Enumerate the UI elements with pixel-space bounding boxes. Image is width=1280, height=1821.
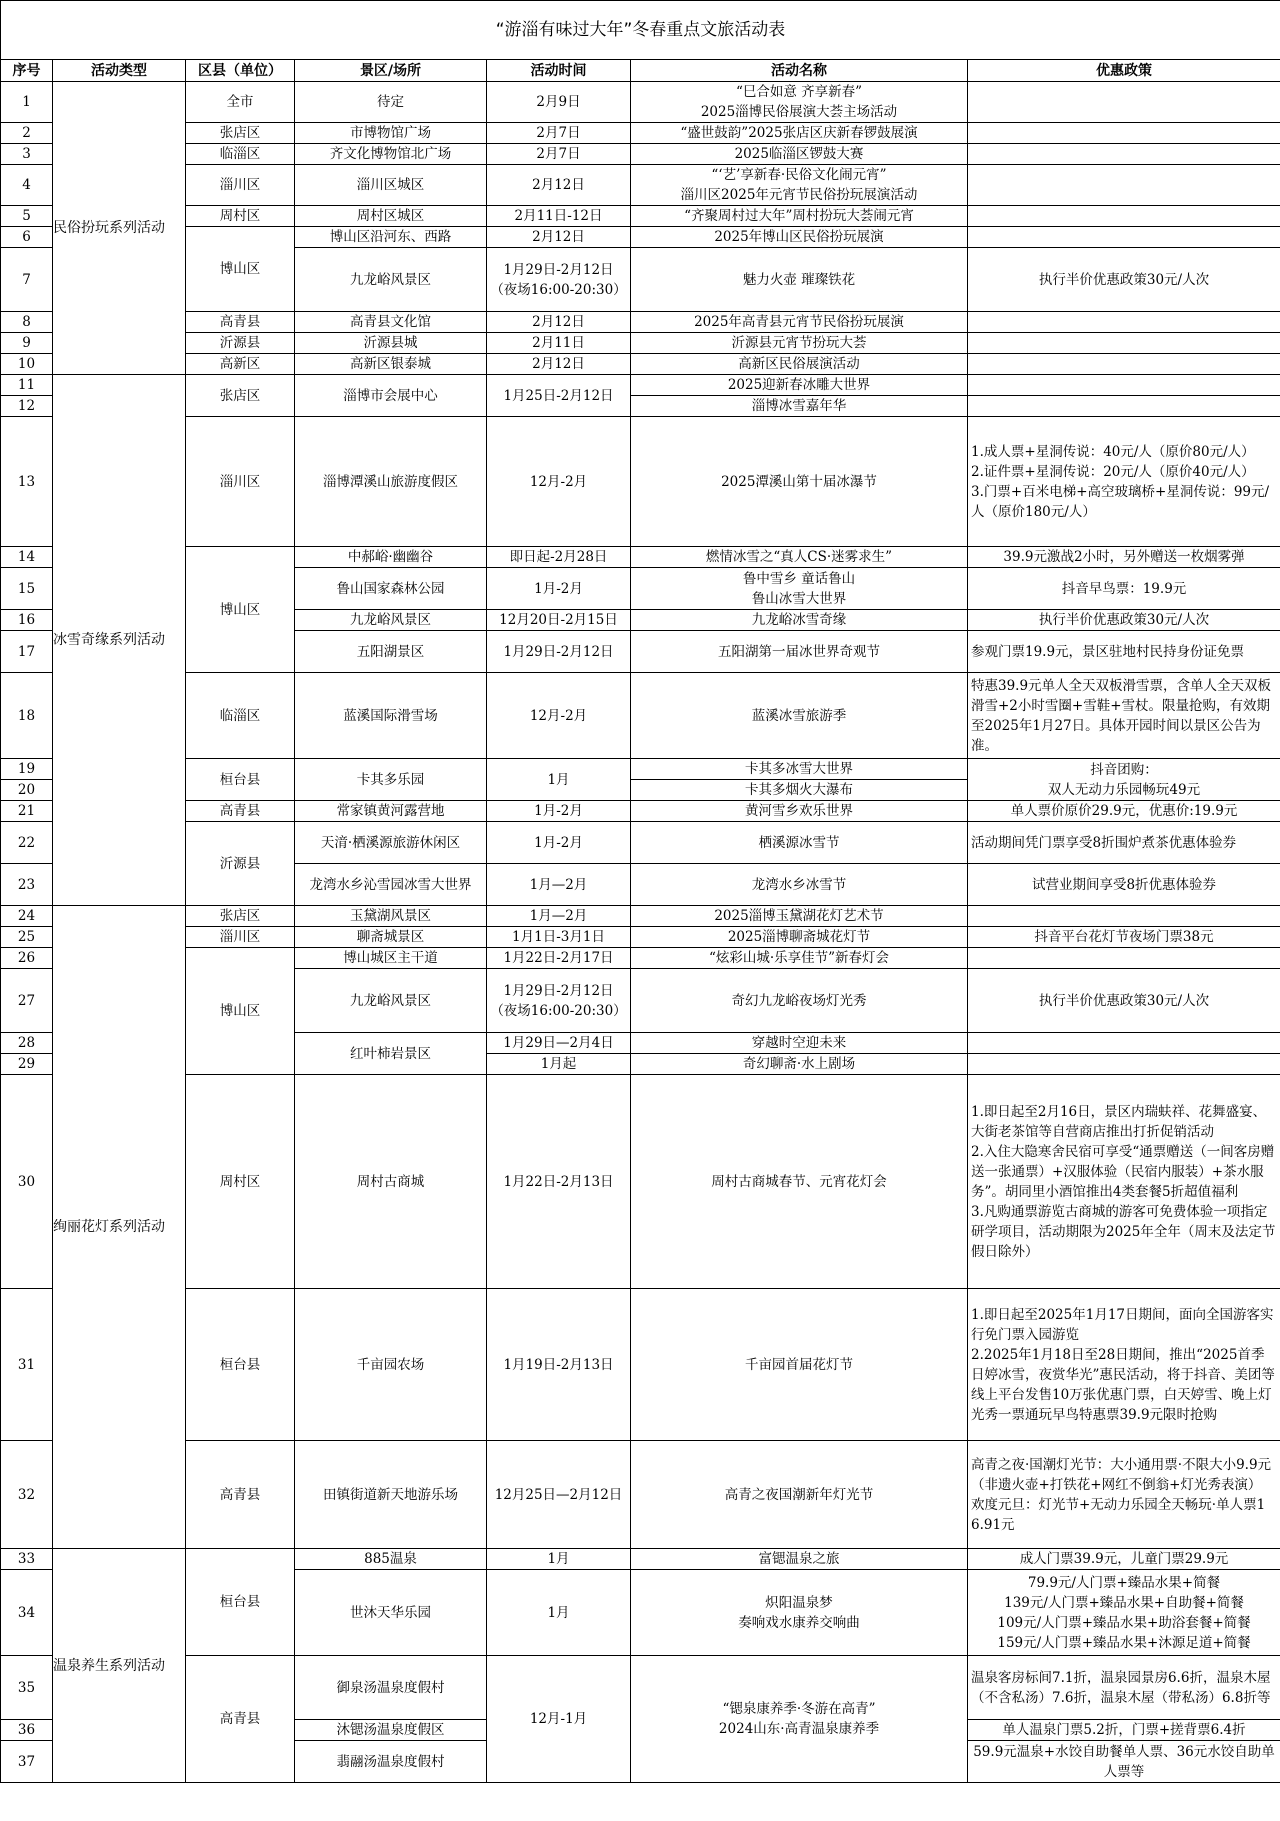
time-cell: 1月-2月 — [487, 568, 631, 610]
venue-cell: 九龙峪风景区 — [295, 248, 487, 312]
activity-name-line: 2025淄博民俗展演大荟主场活动 — [700, 104, 898, 120]
table-row — [1, 927, 1280, 948]
activity-name-cell: 五阳湖第一届冰世界奇观节 — [631, 631, 968, 673]
policy-cell — [968, 1033, 1280, 1054]
row-index: 19 — [1, 759, 53, 780]
table-row — [1, 354, 1280, 375]
district-cell: 沂源县 — [186, 822, 295, 906]
policy-cell — [968, 333, 1280, 354]
venue-cell: 周村古商城 — [295, 1075, 487, 1289]
district-cell: 全市 — [186, 82, 295, 123]
time-cell: 1月 — [487, 1549, 631, 1570]
district-cell: 桓台县 — [186, 1289, 295, 1441]
venue-cell: 淄博市会展中心 — [295, 375, 487, 417]
venue-cell: 龙湾水乡沁雪园冰雪大世界 — [295, 864, 487, 906]
time-cell: 12月20日-2月15日 — [487, 610, 631, 631]
policy-cell: 单人温泉门票5.2折，门票+搓背票6.4折 — [968, 1720, 1280, 1741]
policy-cell: 执行半价优惠政策30元/人次 — [968, 248, 1280, 312]
district-cell: 桓台县 — [186, 1549, 295, 1656]
time-cell: 12月-2月 — [487, 417, 631, 547]
policy-cell — [968, 123, 1280, 144]
time-cell: 1月19日-2月13日 — [487, 1289, 631, 1441]
table-row — [1, 1441, 1280, 1549]
activity-name-cell: 栖溪源冰雪节 — [631, 822, 968, 864]
venue-cell: 高新区银泰城 — [295, 354, 487, 375]
row-index: 20 — [1, 780, 53, 801]
policy-cell: 高青之夜·国潮灯光节：大小通用票·不限大小9.9元（非遗火壶+打铁花+网红不倒翁+灯光秀表演） 欢度元旦：灯光节+无动力乐园全天畅玩·单人票16.91元 — [968, 1441, 1280, 1549]
time-cell: 1月 — [487, 759, 631, 801]
activity-name-cell: 2025淄博玉黛湖花灯艺术节 — [631, 906, 968, 927]
activity-name-line: 鲁中雪乡 童话鲁山 — [742, 570, 856, 587]
table-row — [1, 1549, 1280, 1570]
venue-cell: 885温泉 — [295, 1549, 487, 1570]
time-cell: 1月25日-2月12日 — [487, 375, 631, 417]
header-row — [1, 60, 1280, 82]
policy-cell: 1.成人票+星洞传说：40元/人（原价80元/人） 2.证件票+星洞传说：20元/人（原价40元/人） 3.门票+百米电梯+高空玻璃桥+星洞传说：99元/人（原价180元/人） — [968, 417, 1280, 547]
district-cell: 淄川区 — [186, 165, 295, 206]
venue-cell: 沐锶汤温泉度假区 — [295, 1720, 487, 1741]
table-row — [1, 375, 1280, 396]
venue-cell: 周村区城区 — [295, 206, 487, 227]
policy-cell — [968, 375, 1280, 396]
district-cell: 张店区 — [186, 375, 295, 417]
venue-cell: 常家镇黄河露营地 — [295, 801, 487, 822]
row-index: 22 — [1, 822, 53, 864]
sheet-title: “游淄有味过大年”冬春重点文旅活动表 — [1, 1, 1280, 60]
policy-cell — [968, 1054, 1280, 1075]
district-cell: 高青县 — [186, 312, 295, 333]
policy-cell — [968, 312, 1280, 333]
row-index: 35 — [1, 1656, 53, 1720]
row-index: 27 — [1, 969, 53, 1033]
time-cell: 2月12日 — [487, 165, 631, 206]
activity-name-cell: 2025临淄区锣鼓大赛 — [631, 144, 968, 165]
row-index: 1 — [1, 82, 53, 123]
row-index: 34 — [1, 1570, 53, 1656]
venue-cell: 御泉汤温泉度假村 — [295, 1656, 487, 1720]
policy-cell: 试营业期间享受8折优惠体验券 — [968, 864, 1280, 906]
venue-cell: 世沐天华乐园 — [295, 1570, 487, 1656]
header-venue: 景区/场所 — [295, 60, 487, 82]
row-index: 9 — [1, 333, 53, 354]
time-cell: 1月29日-2月12日（夜场16:00-20:30） — [487, 248, 631, 312]
table-row — [1, 206, 1280, 227]
policy-cell: 执行半价优惠政策30元/人次 — [968, 610, 1280, 631]
venue-cell: 沂源县城 — [295, 333, 487, 354]
district-cell: 张店区 — [186, 906, 295, 927]
row-index: 18 — [1, 673, 53, 759]
activity-name-cell: 蓝溪冰雪旅游季 — [631, 673, 968, 759]
district-cell: 淄川区 — [186, 927, 295, 948]
table-row — [1, 165, 1280, 206]
row-index: 3 — [1, 144, 53, 165]
activity-name-line: “巳合如意 齐享新春” — [735, 84, 863, 100]
row-index: 29 — [1, 1054, 53, 1075]
row-index: 11 — [1, 375, 53, 396]
table-row — [1, 333, 1280, 354]
district-cell: 高青县 — [186, 1656, 295, 1783]
time-cell: 1月—2月 — [487, 864, 631, 906]
policy-cell — [968, 206, 1280, 227]
policy-cell — [968, 906, 1280, 927]
policy-cell — [968, 227, 1280, 248]
venue-cell: 卡其多乐园 — [295, 759, 487, 801]
row-index: 17 — [1, 631, 53, 673]
time-cell: 12月25日—2月12日 — [487, 1441, 631, 1549]
table-row — [1, 312, 1280, 333]
district-cell: 淄川区 — [186, 417, 295, 547]
venue-cell: 待定 — [295, 82, 487, 123]
activity-name-cell: 周村古商城春节、元宵花灯会 — [631, 1075, 968, 1289]
table-row — [1, 801, 1280, 822]
table-row — [1, 948, 1280, 969]
policy-cell: 抖音早鸟票：19.9元 — [968, 568, 1280, 610]
venue-cell: 鲁山国家森林公园 — [295, 568, 487, 610]
time-cell: 1月29日-2月12日 — [487, 631, 631, 673]
activity-name-cell: 九龙峪冰雪奇缘 — [631, 610, 968, 631]
time-cell: 1月 — [487, 1570, 631, 1656]
policy-cell: 59.9元温泉+水饺自助餐单人票、36元水饺自助单人票等 — [968, 1741, 1280, 1783]
activity-name-line: 淄川区2025年元宵节民俗扮玩展演活动 — [680, 187, 918, 203]
venue-cell: 淄博潭溪山旅游度假区 — [295, 417, 487, 547]
time-cell: 1月1日-3月1日 — [487, 927, 631, 948]
row-index: 10 — [1, 354, 53, 375]
policy-cell: 79.9元/人门票+臻品水果+简餐 139元/人门票+臻品水果+自助餐+简餐 109元/人门票+臻品水果+助浴套餐+简餐 159元/人门票+臻品水果+沐源足道+简餐 — [968, 1570, 1280, 1656]
header-time: 活动时间 — [487, 60, 631, 82]
activity-name-cell: 龙湾水乡冰雪节 — [631, 864, 968, 906]
row-index: 12 — [1, 396, 53, 417]
activity-name-line: 奏响戏水康养交响曲 — [738, 1614, 860, 1631]
header-policy: 优惠政策 — [968, 60, 1280, 82]
venue-cell: 九龙峪风景区 — [295, 969, 487, 1033]
row-index: 28 — [1, 1033, 53, 1054]
time-cell: 2月9日 — [487, 82, 631, 123]
policy-cell — [968, 82, 1280, 123]
policy-cell: 抖音团购： 双人无动力乐园畅玩49元 — [968, 759, 1280, 801]
policy-cell: 温泉客房标间7.1折，温泉园景房6.6折，温泉木屋（不含私汤）7.6折，温泉木屋（带私汤）6.8折等 — [968, 1656, 1280, 1720]
district-cell: 张店区 — [186, 123, 295, 144]
venue-cell: 蓝溪国际滑雪场 — [295, 673, 487, 759]
activity-name-cell — [631, 82, 968, 123]
table-row — [1, 759, 1280, 780]
district-cell: 高新区 — [186, 354, 295, 375]
header-index: 序号 — [1, 60, 53, 82]
row-index: 16 — [1, 610, 53, 631]
venue-cell: 高青县文化馆 — [295, 312, 487, 333]
venue-cell: 田镇街道新天地游乐场 — [295, 1441, 487, 1549]
activity-name-cell: 卡其多烟火大瀑布 — [631, 780, 968, 801]
row-index: 13 — [1, 417, 53, 547]
policy-cell: 39.9元激战2小时，另外赠送一枚烟雾弹 — [968, 547, 1280, 568]
header-district: 区县（单位） — [186, 60, 295, 82]
activity-name-cell: 黄河雪乡欢乐世界 — [631, 801, 968, 822]
time-cell: 1月22日-2月13日 — [487, 1075, 631, 1289]
activity-name-cell: “齐聚周村过大年”周村扮玩大荟闹元宵 — [631, 206, 968, 227]
district-cell: 沂源县 — [186, 333, 295, 354]
policy-cell: 成人门票39.9元，儿童门票29.9元 — [968, 1549, 1280, 1570]
activity-name-cell: 卡其多冰雪大世界 — [631, 759, 968, 780]
district-cell: 博山区 — [186, 948, 295, 1075]
policy-cell — [968, 165, 1280, 206]
district-cell: 博山区 — [186, 547, 295, 673]
activity-name-cell: “炫彩山城·乐享佳节”新春灯会 — [631, 948, 968, 969]
policy-cell: 1.即日起至2025年1月17日期间，面向全国游客实行免门票入园游览 2.2025年1月18日至28日期间，推出“2025首季日婷冰雪，夜赏华光”惠民活动，将于抖音、美团等线上平台发售10万张优惠门票，白天婷雪、晚上灯光秀一票通玩早鸟特惠票39.9元限时抢购 — [968, 1289, 1280, 1441]
table-row — [1, 906, 1280, 927]
policy-cell: 单人票价原价29.9元，优惠价:19.9元 — [968, 801, 1280, 822]
table-row — [1, 82, 1280, 123]
district-cell: 博山区 — [186, 227, 295, 312]
activity-name-cell: 2025年博山区民俗扮玩展演 — [631, 227, 968, 248]
policy-cell: 抖音平台花灯节夜场门票38元 — [968, 927, 1280, 948]
activity-name-cell: 2025迎新春冰雕大世界 — [631, 375, 968, 396]
table-row — [1, 822, 1280, 864]
venue-cell: 齐文化博物馆北广场 — [295, 144, 487, 165]
venue-cell: 天湇·栖溪源旅游休闲区 — [295, 822, 487, 864]
table-row — [1, 123, 1280, 144]
time-cell: 1月-2月 — [487, 801, 631, 822]
row-index: 5 — [1, 206, 53, 227]
venue-cell: 聊斋城景区 — [295, 927, 487, 948]
row-index: 15 — [1, 568, 53, 610]
row-index: 37 — [1, 1741, 53, 1783]
row-index: 4 — [1, 165, 53, 206]
row-index: 6 — [1, 227, 53, 248]
time-cell: 1月-2月 — [487, 822, 631, 864]
venue-cell: 玉黛湖风景区 — [295, 906, 487, 927]
activity-name-cell: 2025年高青县元宵节民俗扮玩展演 — [631, 312, 968, 333]
time-cell: 1月22日-2月17日 — [487, 948, 631, 969]
venue-cell: 千亩园农场 — [295, 1289, 487, 1441]
category-cell: 民俗扮玩系列活动 — [53, 82, 186, 375]
time-cell: 1月—2月 — [487, 906, 631, 927]
table-row — [1, 1289, 1280, 1441]
district-cell: 高青县 — [186, 1441, 295, 1549]
activity-name-cell — [631, 165, 968, 206]
venue-cell: 中郝峪·幽幽谷 — [295, 547, 487, 568]
time-cell: 2月7日 — [487, 144, 631, 165]
table-row — [1, 227, 1280, 248]
row-index: 14 — [1, 547, 53, 568]
row-index: 31 — [1, 1289, 53, 1441]
activity-name-cell: 奇幻九龙峪夜场灯光秀 — [631, 969, 968, 1033]
time-cell: 1月29日—2月4日 — [487, 1033, 631, 1054]
policy-cell — [968, 948, 1280, 969]
table-row — [1, 1656, 1280, 1720]
activity-name-line: “锶泉康养季·冬游在高青” — [722, 1701, 876, 1717]
activity-name-line: 2024山东·高青温泉康养季 — [718, 1721, 880, 1737]
activity-name-cell — [631, 1656, 968, 1783]
time-cell: 12月-2月 — [487, 673, 631, 759]
policy-cell: 1.即日起至2月16日，景区内瑞蚨祥、花舞盛宴、大街老茶馆等自营商店推出打折促销活动 2.入住大隐寒舍民宿可享受“通票赠送（一间客房赠送一张通票）+汉服体验（民宿内服装）+茶水服务”。胡同里小酒馆推出4类套餐5折超值福利 3.凡购通票游览古商城的游客可免费体验一项指定研学项目，活动期限为2025年全年（周末及法定节假日除外） — [968, 1075, 1280, 1289]
venue-cell: 五阳湖景区 — [295, 631, 487, 673]
time-cell: 2月12日 — [487, 312, 631, 333]
district-cell: 周村区 — [186, 206, 295, 227]
district-cell: 桓台县 — [186, 759, 295, 801]
activity-name-cell — [631, 1570, 968, 1656]
table-row — [1, 673, 1280, 759]
district-cell: 高青县 — [186, 801, 295, 822]
venue-cell: 翡翮汤温泉度假村 — [295, 1741, 487, 1783]
table-row — [1, 547, 1280, 568]
time-cell: 2月12日 — [487, 227, 631, 248]
activity-name-cell: 高新区民俗展演活动 — [631, 354, 968, 375]
activity-name-cell: 2025淄博聊斋城花灯节 — [631, 927, 968, 948]
activity-name-cell: 燃情冰雪之“真人CS·迷雾求生” — [631, 547, 968, 568]
activity-name-cell: 淄博冰雪嘉年华 — [631, 396, 968, 417]
time-cell: 2月7日 — [487, 123, 631, 144]
table-row — [1, 144, 1280, 165]
activity-name-cell: 富锶温泉之旅 — [631, 1549, 968, 1570]
activity-name-cell: 魅力火壶 璀璨铁花 — [631, 248, 968, 312]
row-index: 25 — [1, 927, 53, 948]
district-cell: 临淄区 — [186, 673, 295, 759]
policy-cell — [968, 144, 1280, 165]
category-cell: 温泉养生系列活动 — [53, 1549, 186, 1783]
time-cell: 即日起-2月28日 — [487, 547, 631, 568]
activity-name-cell — [631, 568, 968, 610]
activity-name-line: “‘艺’享新春·民俗文化闹元宵” — [711, 167, 887, 183]
district-cell: 周村区 — [186, 1075, 295, 1289]
activity-name-line: 炽阳温泉梦 — [765, 1594, 833, 1611]
row-index: 21 — [1, 801, 53, 822]
activity-name-cell: 2025潭溪山第十届冰瀑节 — [631, 417, 968, 547]
time-cell: 2月12日 — [487, 354, 631, 375]
policy-cell: 活动期间凭门票享受8折围炉煮茶优惠体验券 — [968, 822, 1280, 864]
venue-cell: 博山城区主干道 — [295, 948, 487, 969]
district-cell: 临淄区 — [186, 144, 295, 165]
row-index: 26 — [1, 948, 53, 969]
table-row — [1, 417, 1280, 547]
row-index: 30 — [1, 1075, 53, 1289]
category-cell: 冰雪奇缘系列活动 — [53, 375, 186, 906]
header-type: 活动类型 — [53, 60, 186, 82]
policy-cell: 执行半价优惠政策30元/人次 — [968, 969, 1280, 1033]
row-index: 2 — [1, 123, 53, 144]
policy-cell: 特惠39.9元单人全天双板滑雪票，含单人全天双板滑雪+2小时雪圈+雪鞋+雪杖。限量抢购，有效期至2025年1月27日。具体开园时间以景区公告为准。 — [968, 673, 1280, 759]
activity-name-line: 鲁山冰雪大世界 — [751, 590, 847, 607]
row-index: 8 — [1, 312, 53, 333]
time-cell: 2月11日 — [487, 333, 631, 354]
policy-cell — [968, 354, 1280, 375]
row-index: 23 — [1, 864, 53, 906]
header-name: 活动名称 — [631, 60, 968, 82]
time-cell: 1月29日-2月12日（夜场16:00-20:30） — [487, 969, 631, 1033]
policy-cell: 参观门票19.9元，景区驻地村民持身份证免票 — [968, 631, 1280, 673]
table-row — [1, 1075, 1280, 1289]
category-cell: 绚丽花灯系列活动 — [53, 906, 186, 1549]
venue-cell: 九龙峪风景区 — [295, 610, 487, 631]
row-index: 36 — [1, 1720, 53, 1741]
time-cell: 1月起 — [487, 1054, 631, 1075]
row-index: 7 — [1, 248, 53, 312]
row-index: 33 — [1, 1549, 53, 1570]
time-cell: 12月-1月 — [487, 1656, 631, 1783]
activity-name-cell: 穿越时空迎未来 — [631, 1033, 968, 1054]
policy-cell — [968, 396, 1280, 417]
venue-cell: 淄川区城区 — [295, 165, 487, 206]
row-index: 24 — [1, 906, 53, 927]
activity-name-cell: 千亩园首届花灯节 — [631, 1289, 968, 1441]
activity-name-cell: 奇幻聊斋·水上剧场 — [631, 1054, 968, 1075]
activity-name-cell: 高青之夜国潮新年灯光节 — [631, 1441, 968, 1549]
venue-cell: 博山区沿河东、西路 — [295, 227, 487, 248]
activity-name-cell: 沂源县元宵节扮玩大荟 — [631, 333, 968, 354]
row-index: 32 — [1, 1441, 53, 1549]
time-cell: 2月11日-12日 — [487, 206, 631, 227]
activity-name-cell: “盛世鼓韵”2025张店区庆新春锣鼓展演 — [631, 123, 968, 144]
venue-cell: 红叶柿岩景区 — [295, 1033, 487, 1075]
venue-cell: 市博物馆广场 — [295, 123, 487, 144]
